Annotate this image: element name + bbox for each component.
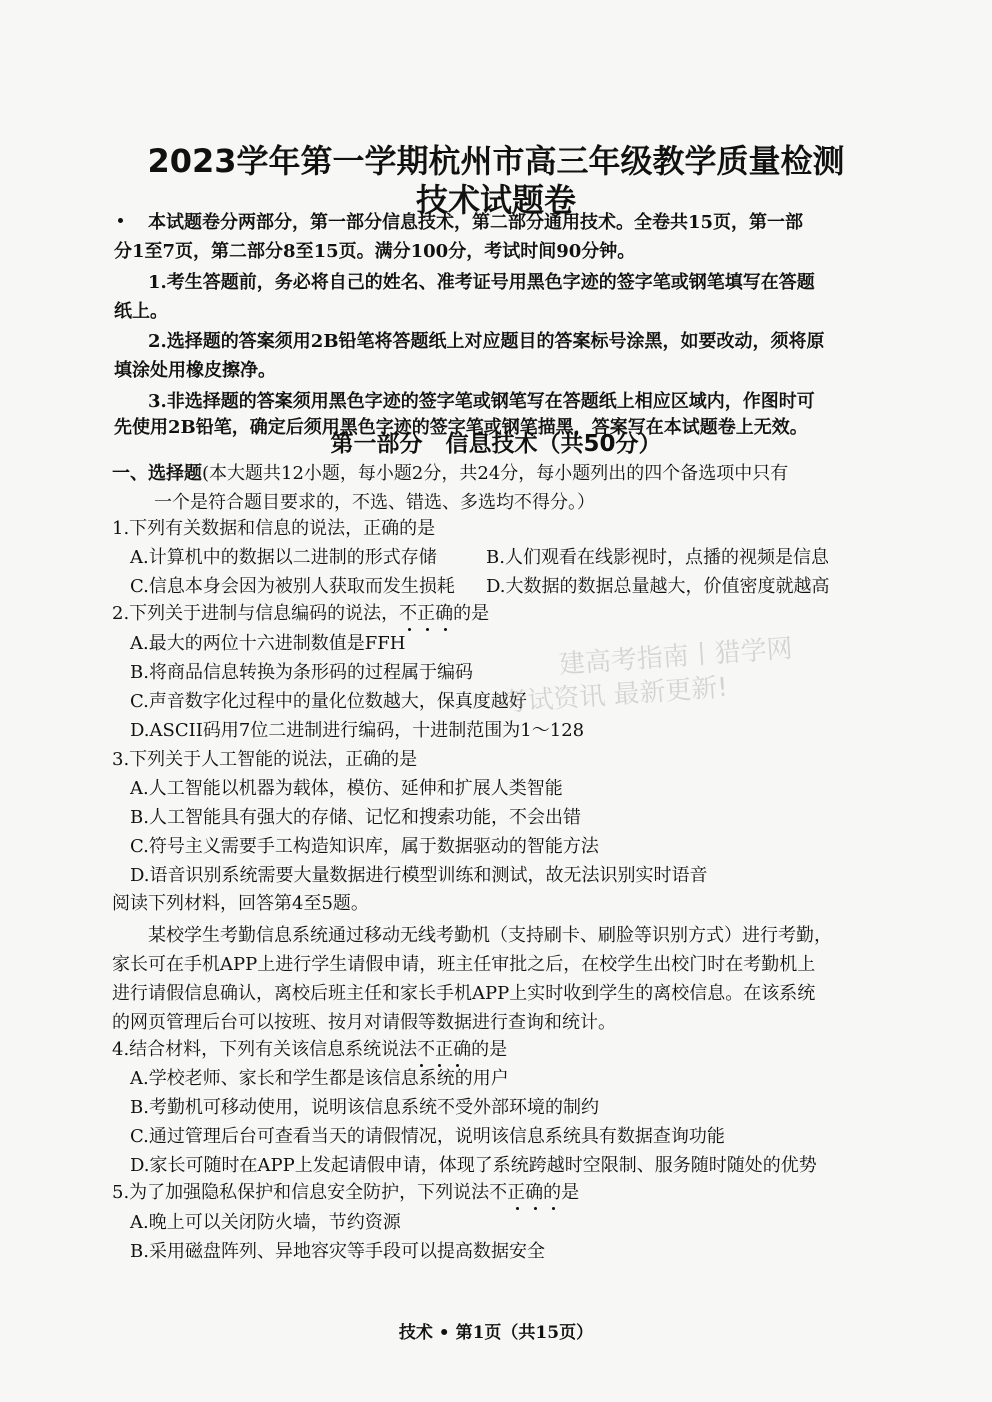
exam-subtitle: 技术试题卷: [415, 181, 576, 219]
q1-option-c: C.信息本身会因为被别人获取而发生损耗: [130, 576, 455, 597]
question-2: 2.下列关于进制与信息编码的说法，不正确的是: [112, 603, 490, 624]
q4-option-d: D.家长可随时在APP上发起请假申请，体现了系统跨越时空限制、服务随时随处的优势: [130, 1155, 817, 1176]
question-5: 5.为了加强隐私保护和信息安全防护，下列说法不正确的是: [112, 1182, 580, 1203]
q3-option-b: B.人工智能具有强大的存储、记忆和搜索功能，不会出错: [130, 807, 581, 828]
question-3: 3.下列关于人工智能的说法，正确的是: [112, 749, 418, 770]
instruction-2a: 2.选择题的答案须用2B铅笔将答题纸上对应题目的答案标号涂黑，如要改动，须将原: [148, 331, 825, 352]
q3-option-a: A.人工智能以机器为载体，模仿、延伸和扩展人类智能: [130, 778, 563, 799]
instruction-1b: 纸上。: [114, 301, 168, 322]
q2-option-b: B.将商品信息转换为条形码的过程属于编码: [130, 662, 473, 683]
instruction-3a: 3.非选择题的答案须用黑色字迹的签字笔或钢笔写在答题纸上相应区域内，作图时可: [148, 391, 815, 412]
q3-option-c: C.符号主义需要手工构造知识库，属于数据驱动的智能方法: [130, 836, 599, 857]
material-line-3: 进行请假信息确认，离校后班主任和家长手机APP上实时收到学生的离校信息。在该系统: [112, 983, 816, 1004]
question-4: 4.结合材料，下列有关该信息系统说法不正确的是: [112, 1039, 508, 1060]
material-intro: 阅读下列材料，回答第4至5题。: [112, 893, 369, 914]
q1-option-a: A.计算机中的数据以二进制的形式存储: [130, 547, 437, 568]
q4-option-a: A.学校老师、家长和学生都是该信息系统的用户: [130, 1068, 509, 1089]
material-line-2: 家长可在手机APP上进行学生请假申请，班主任审批之后，在校学生出校门时在考勤机上: [112, 954, 816, 975]
instruction-3b: 先使用2B铅笔，确定后须用黑色字迹的签字笔或钢笔描黑，答案写在本试题卷上无效。: [114, 417, 808, 438]
q2-option-c: C.声音数字化过程中的量化位数越大，保真度越好: [130, 691, 527, 712]
page-footer: 技术 • 第1页（共15页）: [398, 1323, 594, 1343]
part-description-2: 一个是符合题目要求的，不选、错选、多选均不得分。）: [154, 492, 595, 513]
exam-title: 2023学年第一学期杭州市高三年级教学质量检测: [147, 142, 845, 180]
instruction-1a: 1.考生答题前，务必将自己的姓名、准考证号用黑色字迹的签字笔或钢笔填写在答题: [148, 272, 815, 293]
emphasis-dot: [534, 1207, 537, 1210]
watermark: [500, 632, 796, 719]
watermark-line-1: 建高考指南丨猎学网: [558, 633, 794, 681]
q2-option-a: A.最大的两位十六进制数值是FFH: [130, 633, 406, 654]
q4-option-c: C.通过管理后台可查看当天的请假情况，说明该信息系统具有数据查询功能: [130, 1126, 725, 1147]
q2-option-d: D.ASCII码用7位二进制进行编码，十进制范围为1～128: [130, 720, 585, 741]
part-label: 一、选择题: [112, 463, 202, 484]
emphasis-dot: [426, 628, 429, 631]
q5-option-b: B.采用磁盘阵列、异地容灾等手段可以提高数据安全: [130, 1241, 545, 1262]
bullet-mark: [118, 218, 123, 223]
emphasis-dot: [408, 628, 411, 631]
emphasis-dot: [552, 1207, 555, 1210]
q1-option-b: B.人们观看在线影视时，点播的视频是信息: [486, 547, 829, 568]
q4-option-b: B.考勤机可移动使用，说明该信息系统不受外部环境的制约: [130, 1097, 599, 1118]
question-1: 1.下列有关数据和信息的说法，正确的是: [112, 518, 436, 539]
intro-line-2: 分1至7页，第二部分8至15页。满分100分，考试时间90分钟。: [114, 241, 636, 262]
q5-option-a: A.晚上可以关闭防火墙，节约资源: [130, 1212, 401, 1233]
part-description: (本大题共12小题，每小题2分，共24分，每小题列出的四个备选项中只有: [202, 463, 789, 484]
part-heading: [112, 462, 788, 486]
emphasis-dot: [516, 1207, 519, 1210]
material-line-1: 某校学生考勤信息系统通过移动无线考勤机（支持刷卡、刷脸等识别方式）进行考勤，: [148, 925, 832, 946]
material-line-4: 的网页管理后台可以按班、按月对请假等数据进行查询和统计。: [112, 1012, 616, 1033]
emphasis-dot: [444, 628, 447, 631]
watermark-line-2: 考试资讯 最新更新!: [500, 672, 729, 719]
intro-line-1: 本试题卷分两部分，第一部分信息技术，第二部分通用技术。全卷共15页，第一部: [148, 212, 804, 233]
section-title: 第一部分 信息技术（共50分）: [330, 431, 662, 457]
q3-option-d: D.语音识别系统需要大量数据进行模型训练和测试，故无法识别实时语音: [130, 865, 708, 886]
q1-option-d: D.大数据的数据总量越大，价值密度就越高: [486, 576, 830, 597]
instruction-2b: 填涂处用橡皮擦净。: [114, 360, 276, 381]
